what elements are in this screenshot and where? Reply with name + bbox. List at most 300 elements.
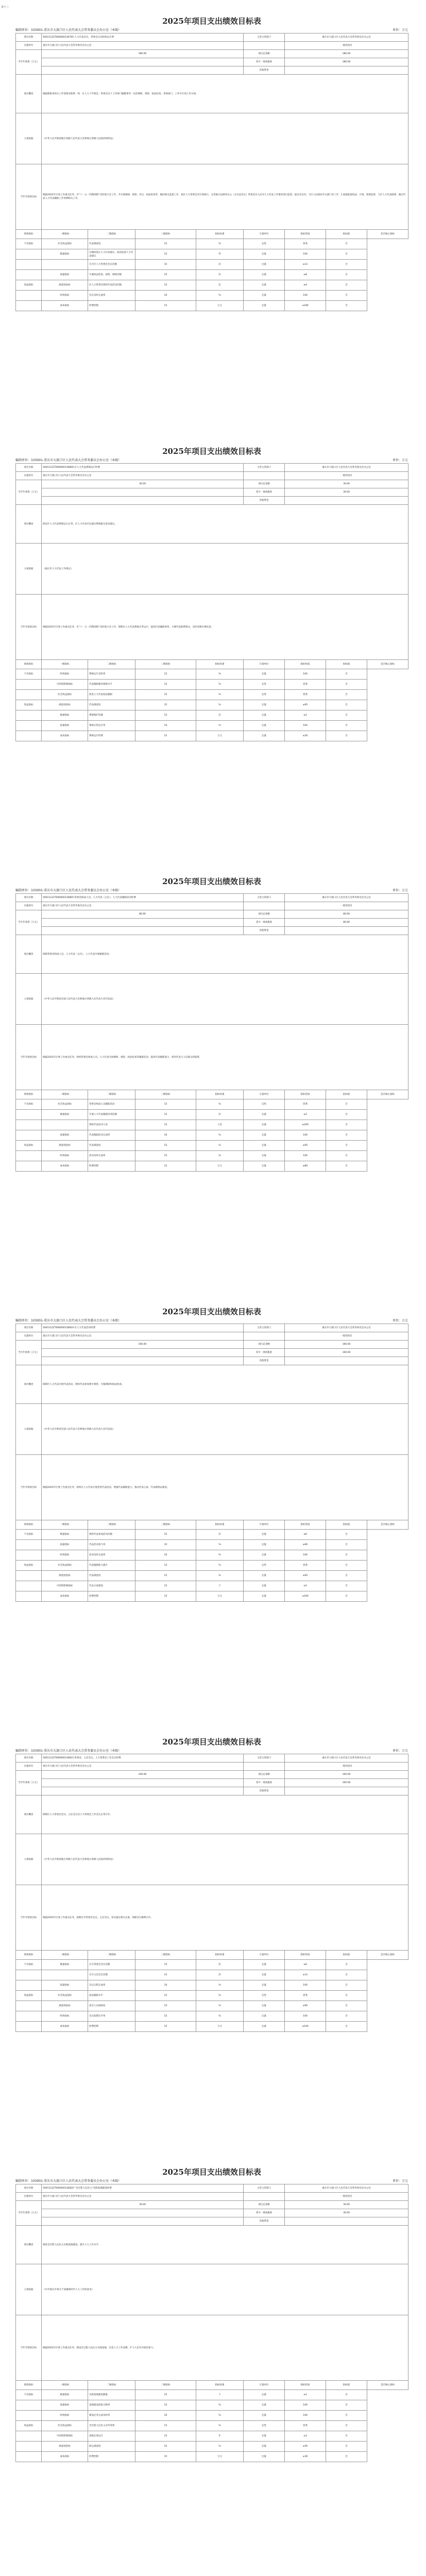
indicator-cell: 系统运行经费 <box>88 731 135 741</box>
funds-total-value: 100.00 <box>42 1771 244 1779</box>
indicator-cell: 15 <box>135 710 196 721</box>
indicator-cell: 否 <box>326 2001 367 2011</box>
funds-other-blank <box>42 497 244 505</box>
indicator-label: 绩效指标 <box>16 1520 42 1530</box>
indicator-header-cell: 是否核心指标 <box>367 1520 408 1530</box>
indicator-cell: 15 <box>135 1151 196 1161</box>
indicator-cell: % <box>196 2001 244 2011</box>
unit-line <box>15 886 408 893</box>
indicator-cell: 定量 <box>244 1970 285 1980</box>
indicator-header-cell: 指标权重 <box>196 1090 244 1099</box>
indicator-cell: 否 <box>326 1130 367 1141</box>
indicator-cell: ≤30 <box>285 731 326 741</box>
indicator-cell: 100 <box>285 2011 326 2022</box>
indicator-cell: ≥95 <box>285 1571 326 1581</box>
indicator-cell: 否 <box>326 1960 367 1970</box>
indicator-cell: 区人大常委会组织代表活动次数 <box>88 280 135 291</box>
indicator-label: 绩效指标 <box>16 1090 42 1099</box>
indicator-cell: 定量 <box>244 260 285 270</box>
indicator-cell: % <box>196 2011 244 2022</box>
indicator-cell: 效益指标 <box>16 700 42 710</box>
indicator-cell: ≤30 <box>285 2452 326 2462</box>
indicator-cell: 产出指标 <box>16 239 42 249</box>
indicator-cell: 件 <box>196 249 244 260</box>
funds-total-label: 项目总金额 <box>244 480 285 488</box>
indicator-cell: 经费控制 <box>88 1591 135 1602</box>
indicator-cell: 15 <box>135 731 196 741</box>
indicator-header-cell: 指标权重 <box>196 660 244 669</box>
indicator-cell: % <box>196 680 244 690</box>
indicator-header-cell: 指标性质 <box>285 230 326 239</box>
indicator-row <box>16 2431 408 2442</box>
unit-label: 编制单位：103001-重庆市大渡口区人民代表大会常务委员会办公室（本级） <box>15 28 122 32</box>
indicator-row <box>16 680 408 690</box>
indicator-cell: 15 <box>135 260 196 270</box>
indicator-cell: 否 <box>326 2011 367 2022</box>
indicator-row <box>16 1571 408 1581</box>
indicator-header-cell: 一级指标 <box>42 1090 88 1099</box>
indicator-cell: 100 <box>285 669 326 680</box>
indicator-header-cell: 计量单位 <box>244 2381 285 2390</box>
indicator-cell: 可持续影响指标 <box>42 2431 88 2442</box>
indicator-cell: 定量 <box>244 1120 285 1130</box>
indicator-cell: % <box>196 1540 244 1550</box>
indicator-cell <box>16 1581 42 1591</box>
indicator-cell <box>16 690 42 700</box>
indicator-cell: ≥95 <box>285 1141 326 1151</box>
indicator-cell: ≥6 <box>285 1530 326 1540</box>
implement-unit-label: 实施单位 <box>16 472 42 480</box>
indicator-cell: 否 <box>326 700 367 710</box>
indicator-cell: ≥1 <box>285 2390 326 2400</box>
indicator-cell <box>16 680 42 690</box>
indicator-cell: 产出指标 <box>16 2390 42 2400</box>
indicator-row <box>16 1540 408 1550</box>
indicator-cell <box>16 1110 42 1120</box>
indicator-label: 绩效指标 <box>16 1951 42 1960</box>
implement-unit-value: 重庆市大渡口区人民代表大会常务委员会办公室 <box>42 472 244 480</box>
indicator-cell: 定量 <box>244 1141 285 1151</box>
indicator-row <box>16 249 408 260</box>
funds-label: 当年年预算（万元） <box>16 1341 42 1365</box>
indicator-row <box>16 700 408 710</box>
indicator-cell: 定量 <box>244 1960 285 1970</box>
funds-fin-label: 其中：财政拨款 <box>244 2209 285 2217</box>
goal-value: 根据2025年区委工作重点任务，按期召开常委会会议、主任会议，审议通过相关议案，保障会议顺利召开。 <box>42 1885 408 1951</box>
indicator-header-cell: 指标值 <box>326 1520 367 1530</box>
indicator-cell: % <box>196 1550 244 1561</box>
indicator-cell: 经费控制 <box>88 1161 135 1172</box>
indicator-cell: 15 <box>135 2011 196 2022</box>
indicator-cell <box>42 1970 88 1980</box>
indicator-cell: ≥200 <box>285 1120 326 1130</box>
indicator-cell: 个 <box>196 2390 244 2400</box>
indicator-cell: 定量 <box>244 2411 285 2421</box>
indicator-cell: 100 <box>285 1550 326 1561</box>
basis-value: 《中共重庆市委关于加强新时代人大工作的意见》 <box>42 2264 408 2315</box>
indicator-cell: ≥12 <box>285 1970 326 1980</box>
indicator-cell: 15 <box>135 249 196 260</box>
funds-other-value <box>285 927 408 935</box>
indicator-cell: 数量指标 <box>42 1530 88 1540</box>
funds-other-label: 其他资金 <box>244 1787 285 1795</box>
indicator-header-cell: 指标值 <box>326 2381 367 2390</box>
indicator-row <box>16 1991 408 2001</box>
project-name-label: 项目名称 <box>16 1754 42 1762</box>
indicator-cell: % <box>196 1099 244 1110</box>
indicator-header-cell: 指标权重 <box>196 1520 244 1530</box>
indicator-cell <box>16 1540 42 1550</box>
currency-unit: 单位：万元 <box>392 1318 408 1323</box>
indicator-row <box>16 1530 408 1540</box>
funds-total-value-right: 30.00 <box>285 2201 408 2209</box>
funds-label: 当年年预算（万元） <box>16 2201 42 2226</box>
indicator-cell: 满意度指标 <box>42 2442 88 2452</box>
indicator-cell: 15 <box>135 2400 196 2411</box>
indicator-cell: 否 <box>326 249 367 260</box>
indicator-cell: 时效指标 <box>42 1550 88 1561</box>
indicator-cell: 产出指标 <box>16 1530 42 1540</box>
indicator-cell: 可持续影响指标 <box>42 1581 88 1591</box>
indicator-cell: 15 <box>135 1161 196 1172</box>
indicator-cell: 时效指标 <box>42 291 88 301</box>
funds-other-value <box>285 1787 408 1795</box>
indicator-cell: 开展人大代表履职培训次数 <box>88 1110 135 1120</box>
indicator-cell <box>16 731 42 741</box>
funds-fin-blank <box>42 488 244 497</box>
indicator-cell: 10 <box>135 1550 196 1561</box>
unit-line <box>15 1316 408 1324</box>
indicator-cell: 定量 <box>244 2442 285 2452</box>
indicator-cell: 效益指标 <box>16 1141 42 1151</box>
indicator-cell: 满意度指标 <box>42 1571 88 1581</box>
indicator-header-cell: 二级指标 <box>88 660 135 669</box>
funds-total-value-right: 30.00 <box>285 480 408 488</box>
sheet-title: 2025年项目支出绩效目标表 <box>162 1307 261 1316</box>
indicator-header-cell: 指标值 <box>326 1090 367 1099</box>
basis-label: 立项依据 <box>16 113 42 164</box>
implement-unit-label: 实施单位 <box>16 902 42 910</box>
indicator-cell: 定量 <box>244 301 285 311</box>
indicator-cell: 系统正常运行率 <box>88 721 135 731</box>
indicator-cell: 100 <box>285 1980 326 1991</box>
performance-sheet-2 <box>15 430 408 860</box>
project-type-value: 一般性项目 <box>285 902 408 910</box>
indicator-cell <box>16 2011 42 2022</box>
funds-total-label: 项目总金额 <box>244 910 285 919</box>
indicator-cell: 否 <box>326 270 367 280</box>
funds-other-label: 其他资金 <box>244 1357 285 1365</box>
indicator-cell: 召开区人大常委会会议次数 <box>88 260 135 270</box>
indicator-row <box>16 2452 408 2462</box>
project-name-value: 50011122T000000130810-区人大代表活动经费 <box>42 1324 244 1332</box>
competent-dept-label: 主管主管部门 <box>244 464 285 472</box>
overview-label: 项目概述 <box>16 935 42 974</box>
indicator-row <box>16 301 408 311</box>
indicator-cell <box>16 2400 42 2411</box>
currency-unit: 单位：万元 <box>392 2179 408 2183</box>
indicator-cell: % <box>196 291 244 301</box>
indicator-cell: 定量 <box>244 1980 285 1991</box>
indicator-cell: 定量 <box>244 710 285 721</box>
indicator-cell <box>42 260 88 270</box>
indicator-row <box>16 1980 408 1991</box>
indicator-cell: 否 <box>326 1571 367 1581</box>
competent-dept-value: 重庆市大渡口区人民代表大会常务委员会办公室 <box>285 1754 408 1762</box>
indicator-cell: % <box>196 721 244 731</box>
competent-dept-value: 重庆市大渡口区人民代表大会常务委员会办公室 <box>285 33 408 42</box>
indicator-cell: 定性 <box>244 680 285 690</box>
indicator-row <box>16 1120 408 1130</box>
funds-fin-label: 其中：财政拨款 <box>244 58 285 66</box>
indicator-cell: 15 <box>135 2022 196 2032</box>
indicator-cell: % <box>196 669 244 680</box>
performance-sheet-6 <box>15 2151 408 2576</box>
indicator-cell: 定量 <box>244 1161 285 1172</box>
indicator-cell: 优秀 <box>285 1991 326 2001</box>
indicator-header-cell: 一级指标 <box>42 1520 88 1530</box>
indicator-cell: 全过程人民民主宣传效果 <box>88 2421 135 2431</box>
indicator-cell: 系统运行及时率 <box>88 669 135 680</box>
indicator-row <box>16 2421 408 2431</box>
indicator-cell <box>16 1151 42 1161</box>
indicator-cell: 成本指标 <box>42 1591 88 1602</box>
indicator-cell: 否 <box>326 2022 367 2032</box>
overview-value: 保障常委会组成人员、人大代表（五位）、人大代表开展履职活动。 <box>42 935 408 974</box>
funds-total-value: 30.00 <box>42 2201 244 2209</box>
funds-total-value: 180.00 <box>42 50 244 58</box>
funds-other-value <box>285 497 408 505</box>
funds-other-label: 其他资金 <box>244 927 285 935</box>
goal-value: 根据2025年区委工作重点任务，区“十一五一四然网络”及时间大会工作，保障区人大代表系统正常运行，提高代表履职效率，方便代表联系群众，及时反映社情民意。 <box>42 595 408 660</box>
indicator-cell: 代表活动参与率 <box>88 1540 135 1550</box>
indicator-cell: 定量 <box>244 2431 285 2442</box>
goal-label: 当年年绩效目标 <box>16 164 42 230</box>
indicator-header-cell: 指标权重 <box>196 2381 244 2390</box>
indicator-cell: 否 <box>326 2431 367 2442</box>
indicator-header-cell: 三级指标 <box>135 2381 196 2390</box>
indicator-cell: 15 <box>135 669 196 680</box>
indicator-header-cell: 指标性质 <box>285 1090 326 1099</box>
indicator-cell: 建设任务完成及时率 <box>88 2411 135 2421</box>
implement-unit-label: 实施单位 <box>16 2193 42 2201</box>
basis-value: 《中华人民共和国地方各级人民代表大会和地方各级人民政府组织法》 <box>42 1834 408 1885</box>
indicator-header-row <box>16 1520 408 1530</box>
indicator-cell: 15 <box>135 1540 196 1550</box>
indicator-cell: 数量指标 <box>42 1960 88 1970</box>
implement-unit-value: 重庆市大渡口区人民代表大会常务委员会办公室 <box>42 2193 244 2201</box>
indicator-cell <box>16 2001 42 2011</box>
indicator-cell: ≥2 <box>285 1110 326 1120</box>
overview-label: 项目概述 <box>16 75 42 113</box>
indicator-cell: 次 <box>196 1960 244 1970</box>
indicator-cell: 优秀 <box>285 680 326 690</box>
indicator-row <box>16 2442 408 2452</box>
basis-value: 《中华人民共和国地方各级人民代表大会和地方各级人民政府组织法》 <box>42 113 408 164</box>
indicator-cell: 效益指标 <box>16 1991 42 2001</box>
indicator-cell <box>16 260 42 270</box>
indicator-cell: 次 <box>196 280 244 291</box>
indicator-cell: 产出指标 <box>16 669 42 680</box>
indicator-cell: 100 <box>285 721 326 731</box>
funds-fin-value: 180.00 <box>285 58 408 66</box>
indicator-cell: 数量指标 <box>42 1110 88 1120</box>
indicator-cell: 定量 <box>244 1581 285 1591</box>
indicator-row <box>16 1591 408 1602</box>
funds-fin-label: 其中：财政拨款 <box>244 1349 285 1357</box>
funds-fin-value: 100.00 <box>285 1779 408 1787</box>
goal-label: 当年年绩效目标 <box>16 1025 42 1090</box>
competent-dept-label: 主管主管部门 <box>244 894 285 902</box>
indicator-cell: ≥95 <box>285 2001 326 2011</box>
indicator-cell: 100 <box>285 1130 326 1141</box>
indicator-cell: 定量 <box>244 270 285 280</box>
indicator-cell: 15 <box>135 1970 196 1980</box>
indicator-cell: 否 <box>326 1581 367 1591</box>
funds-fin-blank <box>42 1349 244 1357</box>
indicator-header-cell: 计量单位 <box>244 230 285 239</box>
indicator-header-cell: 三级指标 <box>135 1951 196 1960</box>
funds-fin-blank <box>42 1779 244 1787</box>
indicator-cell: 定性 <box>244 2421 285 2431</box>
project-type-value: 一般性项目 <box>285 1762 408 1771</box>
indicator-header-cell: 计量单位 <box>244 1951 285 1960</box>
indicator-cell <box>16 721 42 731</box>
indicator-cell: 否 <box>326 1110 367 1120</box>
basis-label: 立项依据 <box>16 1404 42 1455</box>
indicator-cell: 时效指标 <box>42 2411 88 2421</box>
project-name-label: 项目名称 <box>16 894 42 902</box>
indicator-cell <box>16 1120 42 1130</box>
indicator-cell: 否 <box>326 1550 367 1561</box>
funds-label: 当年年预算（万元） <box>16 480 42 505</box>
indicator-row <box>16 2001 408 2011</box>
indicator-cell: 否 <box>326 1561 367 1571</box>
indicator-cell: 实践基地建设数量 <box>88 2390 135 2400</box>
indicator-cell: 定量 <box>244 1540 285 1550</box>
indicator-row <box>16 1130 408 1141</box>
indicator-label: 绩效指标 <box>16 660 42 669</box>
indicator-cell: 否 <box>326 1161 367 1172</box>
indicator-header-cell: 是否核心指标 <box>367 230 408 239</box>
performance-sheet-3 <box>15 860 408 1291</box>
indicator-cell: 15 <box>135 1120 196 1130</box>
goal-value: 根据2025年区委工作重点任务，组织区人大代表开展各类代表活动，增强代表履职能力，推动代表之家、代表联络站建设。 <box>42 1455 408 1520</box>
indicator-row <box>16 291 408 301</box>
indicator-cell: 代表履职能力提升 <box>88 1561 135 1571</box>
indicator-cell: 社会效益指标 <box>42 1099 88 1110</box>
indicator-row <box>16 1561 408 1571</box>
indicator-cell: 否 <box>326 1099 367 1110</box>
indicator-header-cell: 指标值 <box>326 1951 367 1960</box>
indicator-cell: 15 <box>135 2452 196 2462</box>
indicator-cell: 社会效益指标 <box>42 239 88 249</box>
indicator-header-cell: 二级指标 <box>88 1520 135 1530</box>
indicator-cell: 会议按期召开率 <box>88 2011 135 2022</box>
indicator-cell: 系统维护次数 <box>88 710 135 721</box>
indicator-cell <box>42 1120 88 1130</box>
funds-label: 当年年预算（万元） <box>16 1771 42 1795</box>
indicator-cell <box>16 2431 42 2442</box>
indicator-cell: 定量 <box>244 1151 285 1161</box>
indicator-cell: 年 <box>196 2431 244 2442</box>
indicator-cell: 成本指标 <box>42 2022 88 2032</box>
indicator-cell: 15 <box>135 1141 196 1151</box>
indicator-cell: 效益指标 <box>16 2421 42 2431</box>
competent-dept-value: 重庆市大渡口区人民代表大会常务委员会办公室 <box>285 1324 408 1332</box>
indicator-cell: 否 <box>326 2411 367 2421</box>
indicator-header-cell: 一级指标 <box>42 230 88 239</box>
indicator-cell: ≤80 <box>285 1161 326 1172</box>
indicator-cell: 10 <box>135 291 196 301</box>
funds-total-value: 80.00 <box>42 910 244 919</box>
indicator-row <box>16 1960 408 1970</box>
indicator-header-cell: 是否核心指标 <box>367 1090 408 1099</box>
indicator-cell: 否 <box>326 1530 367 1540</box>
unit-label: 编制单位：103001-重庆市大渡口区人民代表大会常务委员会办公室（本级） <box>15 2179 122 2183</box>
indicator-cell: 次 <box>196 270 244 280</box>
indicator-header-cell: 二级指标 <box>88 230 135 239</box>
indicator-row <box>16 2390 408 2400</box>
currency-unit: 单位：万元 <box>392 1749 408 1753</box>
indicator-cell: 次 <box>196 1110 244 1120</box>
indicator-cell: 否 <box>326 2421 367 2431</box>
indicator-header-cell: 二级指标 <box>88 2381 135 2390</box>
indicator-cell: 成本指标 <box>42 1161 88 1172</box>
project-type-value: 一般性项目 <box>285 2193 408 2201</box>
indicator-cell: 否 <box>326 1120 367 1130</box>
indicator-header-cell: 指标权重 <box>196 230 244 239</box>
indicator-cell: 否 <box>326 2400 367 2411</box>
project-type-label <box>244 42 285 50</box>
indicator-cell: 可持续影响指标 <box>42 680 88 690</box>
indicator-header-row <box>16 2381 408 2390</box>
indicator-cell: 否 <box>326 239 367 249</box>
indicator-cell: 数量指标 <box>42 710 88 721</box>
indicator-cell: 促进人大代表依法履职 <box>88 690 135 700</box>
indicator-cell: 代表满意度 <box>88 239 135 249</box>
project-name-value: 50011122T000000130815-常委会，主任会议，人大常委会工作会议经费 <box>42 1754 244 1762</box>
project-type-label <box>244 1332 285 1341</box>
indicator-header-cell: 一级指标 <box>42 1951 88 1960</box>
funds-fin-value: 30.00 <box>285 2209 408 2217</box>
overview-value: 保证区人大代表系统运行正常，区人大代表可以通过系统提交意见建议。 <box>42 505 408 544</box>
funds-other-value <box>285 1357 408 1365</box>
indicator-row <box>16 1151 408 1161</box>
top-tag: 表十三 <box>1 6 9 9</box>
indicator-header-cell: 一级指标 <box>42 2381 88 2390</box>
indicator-cell: 代表满意度 <box>88 700 135 710</box>
indicator-cell: ≥3 <box>285 2431 326 2442</box>
indicator-cell: 满意度指标 <box>42 2001 88 2011</box>
indicator-cell: 时效指标 <box>42 2011 88 2022</box>
indicator-cell: 优秀 <box>285 690 326 700</box>
indicator-cell: 15 <box>135 270 196 280</box>
funds-other-blank <box>42 927 244 935</box>
indicator-cell: 定量 <box>244 731 285 741</box>
project-type-label <box>244 1762 285 1771</box>
indicator-cell: 万元 <box>196 2022 244 2032</box>
indicator-cell: 否 <box>326 260 367 270</box>
sheet-title: 2025年项目支出绩效目标表 <box>162 2167 261 2177</box>
performance-sheet-4 <box>15 1291 408 1721</box>
indicator-cell: 优秀 <box>285 239 326 249</box>
indicator-cell: 否 <box>326 680 367 690</box>
indicator-cell: 15 <box>135 2421 196 2431</box>
indicator-row <box>16 690 408 700</box>
indicator-cell: % <box>196 700 244 710</box>
indicator-cell: % <box>196 2411 244 2421</box>
